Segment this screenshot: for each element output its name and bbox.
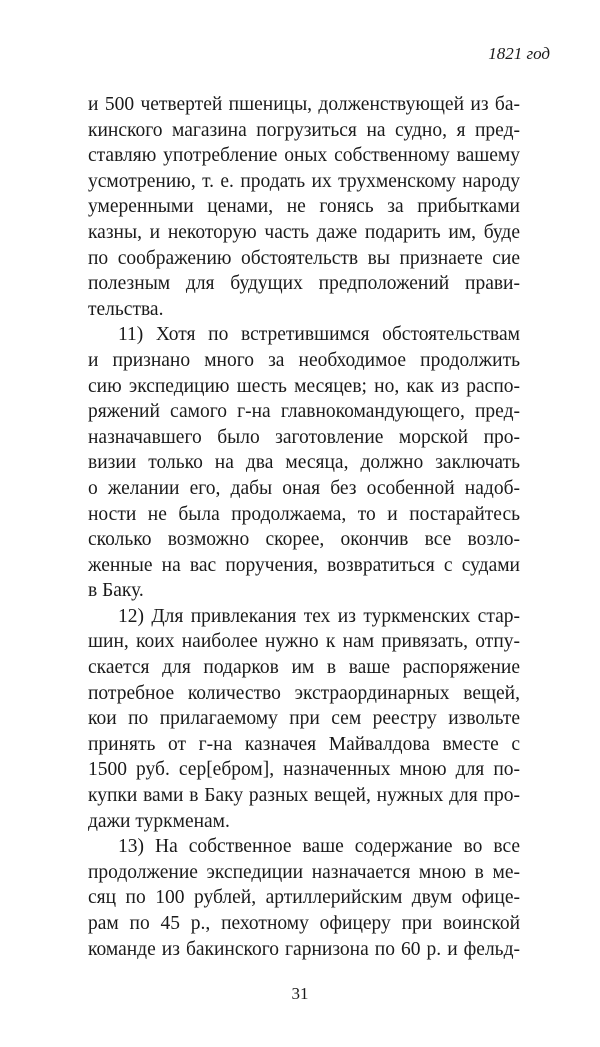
running-head: 1821 год	[488, 44, 550, 63]
text-line: 13) На собственное ваше содержание во все	[118, 836, 520, 858]
text-line: по соображению обстоятельств вы признаете сие	[88, 247, 520, 269]
text-line: сколько возможно скорее, окончив все возло-	[88, 529, 520, 551]
text-line: о желании его, дабы оная без особенной надоб-	[88, 477, 520, 499]
text-line: в Баку.	[88, 580, 144, 602]
text-line: тельства.	[88, 298, 164, 320]
text-line: кои по прилагаемому при сем реестру извольте	[88, 708, 520, 730]
text-line: скается для подарков им в ваше распоряжение	[88, 657, 520, 679]
text-line: кинского магазина погрузиться на судно, я пред-	[88, 119, 520, 141]
text-line: усмотрению, т. е. продать их трухменскому народу	[88, 170, 520, 192]
text-line: и признано много за необходимое продолжить	[88, 349, 520, 371]
text-line: казны, и некоторую часть даже подарить им, буде	[88, 221, 520, 243]
text-line: и 500 четвертей пшеницы, долженствующей из ба-	[88, 94, 520, 115]
text-line: 1500 руб. сер[ебром], назначенных мною для по-	[88, 759, 520, 781]
text-line: визии только на два месяца, должно заключать	[88, 452, 520, 474]
body-text	[88, 92, 520, 962]
text-line: ности не была продолжаема, то и постарайтесь	[88, 503, 520, 525]
paragraph-continuation	[88, 92, 520, 322]
text-line: принять от г-на казначея Майвалдова вместе с	[88, 733, 520, 755]
paragraph-item-13	[88, 834, 520, 962]
page-number: 31	[291, 984, 309, 1003]
text-line: полезным для будущих предположений прави-	[88, 273, 520, 295]
text-line: 12) Для привлекания тех из туркменских стар-	[118, 605, 520, 627]
text-line: 11) Хотя по встретившимся обстоятельствам	[118, 324, 520, 346]
text-line: сию экспедицию шесть месяцев; но, как из распо-	[88, 375, 520, 397]
text-line: умеренными ценами, не гонясь за прибытками	[88, 196, 520, 218]
text-line: ряжений самого г-на главнокомандующего, пред-	[88, 401, 520, 423]
text-line: купки вами в Баку разных вещей, нужных для про-	[88, 785, 520, 807]
paragraph-item-11	[88, 322, 520, 604]
text-line: шин, коих наиболее нужно к нам привязать, отпу-	[88, 631, 520, 653]
paragraph-item-12	[88, 604, 520, 834]
text-line: команде из бакинского гарнизона по 60 р. и фельд-	[88, 938, 520, 960]
text-line: продолжение экспедиции назначается мною в ме-	[88, 861, 520, 883]
text-line: назначавшего было заготовление морской про-	[88, 426, 520, 448]
text-line: дажи туркменам.	[88, 810, 230, 832]
text-line: рам по 45 р., пехотному офицеру при воинской	[88, 913, 520, 934]
text-line: сяц по 100 рублей, артиллерийским двум офице-	[88, 887, 520, 909]
text-line: потребное количество экстраординарных вещей,	[88, 682, 520, 704]
text-line: женные на вас поручения, возвратиться с судами	[88, 554, 520, 576]
text-line: ставляю употребление оных собственному вашему	[88, 145, 520, 167]
